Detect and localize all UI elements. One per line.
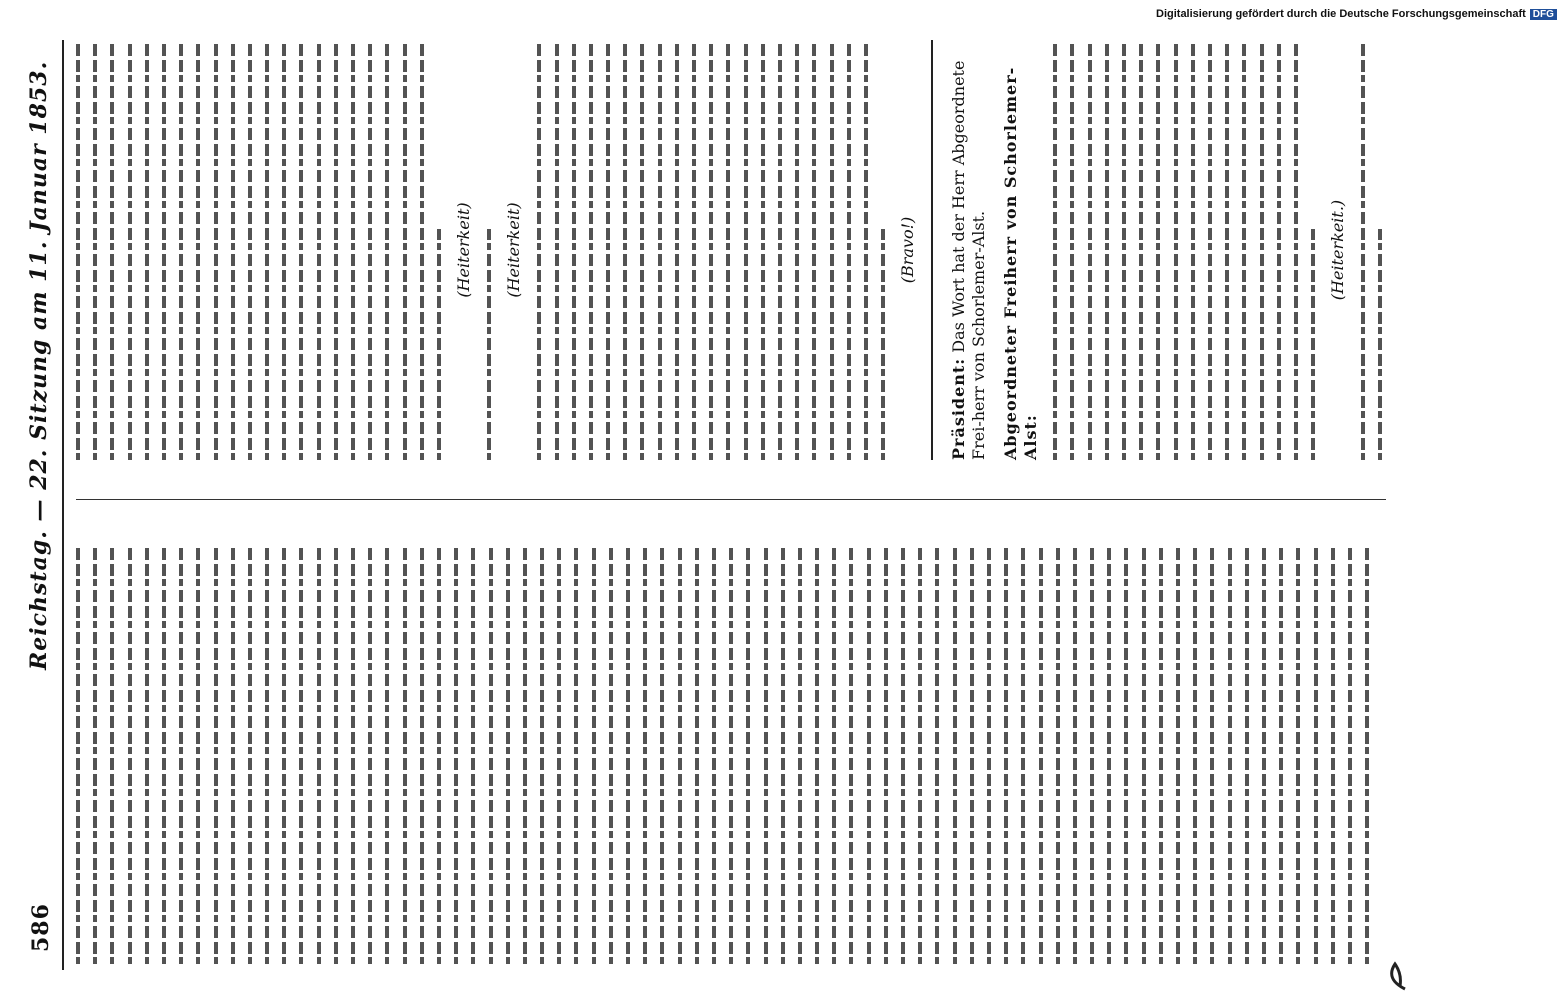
text-line <box>334 40 338 460</box>
text-line <box>812 40 816 460</box>
text-line <box>726 40 730 460</box>
page-header <box>0 40 68 970</box>
text-line <box>1122 40 1126 460</box>
text-line <box>540 544 544 964</box>
text-line <box>403 40 407 460</box>
text-line <box>162 544 166 964</box>
text-line <box>555 40 559 460</box>
text-line <box>385 544 389 964</box>
text-line <box>1039 544 1043 964</box>
text-line <box>145 40 149 460</box>
text-line <box>93 40 97 460</box>
text-line <box>299 40 303 460</box>
text-line <box>179 40 183 460</box>
text-line <box>572 40 576 460</box>
text-line <box>589 40 593 460</box>
text-line <box>1260 40 1264 460</box>
text-line <box>1365 544 1369 964</box>
text-line <box>1294 40 1298 460</box>
speaker-heading <box>1001 40 1041 460</box>
text-line <box>1279 544 1283 964</box>
text-line <box>729 544 733 964</box>
text-line <box>953 544 957 964</box>
header-rule <box>62 40 64 970</box>
text-line <box>437 544 441 964</box>
text-line <box>196 40 200 460</box>
text-line <box>1348 544 1352 964</box>
text-line <box>76 544 80 964</box>
text-line <box>523 544 527 964</box>
text-line <box>901 544 905 964</box>
text-line <box>128 544 132 964</box>
text-line <box>1242 40 1246 460</box>
text-line <box>1311 229 1315 460</box>
remark-laughter: (Heiterkeit) <box>504 202 524 298</box>
text-line <box>1277 40 1281 460</box>
text-line <box>368 544 372 964</box>
text-line <box>437 229 441 460</box>
remark-laughter: (Heiterkeit.) <box>1328 199 1348 301</box>
text-line <box>265 544 269 964</box>
text-line <box>506 544 510 964</box>
text-line <box>606 40 610 460</box>
text-line <box>299 544 303 964</box>
text-line <box>643 544 647 964</box>
text-line <box>640 40 644 460</box>
text-line <box>1314 544 1318 964</box>
text-line <box>1156 40 1160 460</box>
text-line <box>1004 544 1008 964</box>
text-line <box>970 544 974 964</box>
text-line <box>487 229 491 460</box>
text-line <box>110 40 114 460</box>
text-line <box>1245 544 1249 964</box>
text-line <box>454 544 458 964</box>
credit-line <box>1156 8 1554 20</box>
text-line <box>1210 544 1214 964</box>
text-line <box>1073 544 1077 964</box>
text-line <box>128 40 132 460</box>
text-line <box>282 544 286 964</box>
text-line <box>145 544 149 964</box>
text-line <box>1139 40 1143 460</box>
dfg-logo-icon: DFG <box>1530 9 1557 20</box>
text-line <box>678 544 682 964</box>
text-line <box>420 544 424 964</box>
text-line <box>660 544 664 964</box>
text-line <box>420 40 424 460</box>
text-line <box>1176 544 1180 964</box>
digitization-credit <box>1156 0 1554 28</box>
text-line <box>179 544 183 964</box>
text-line <box>658 40 662 460</box>
text-line <box>93 544 97 964</box>
text-line <box>1174 40 1178 460</box>
text-line <box>334 544 338 964</box>
text-column-left <box>76 544 1396 964</box>
text-line <box>764 544 768 964</box>
section-separator <box>931 40 933 460</box>
president-label: Präsident: <box>949 357 969 460</box>
text-line <box>1225 40 1229 460</box>
text-line <box>830 40 834 460</box>
remark-laughter: (Heiterkeit) <box>454 202 474 298</box>
text-line <box>1088 40 1092 460</box>
text-line <box>196 544 200 964</box>
text-line <box>1228 544 1232 964</box>
text-line <box>781 544 785 964</box>
text-line <box>881 229 885 460</box>
text-line <box>849 544 853 964</box>
text-line <box>709 40 713 460</box>
text-line <box>231 544 235 964</box>
text-line <box>1378 229 1382 460</box>
text-line <box>265 40 269 460</box>
text-line <box>778 40 782 460</box>
text-line <box>609 544 613 964</box>
text-line <box>1021 544 1025 964</box>
text-line <box>712 544 716 964</box>
text-line <box>537 40 541 460</box>
text-line <box>1124 544 1128 964</box>
text-line <box>368 40 372 460</box>
text-line <box>675 40 679 460</box>
text-line <box>489 544 493 964</box>
text-line <box>884 544 888 964</box>
text-line <box>231 40 235 460</box>
text-line <box>351 544 355 964</box>
text-line <box>1193 544 1197 964</box>
text-line <box>317 544 321 964</box>
text-line <box>626 544 630 964</box>
remark-bravo: (Bravo!) <box>898 216 918 284</box>
text-line <box>317 40 321 460</box>
credit-text: Digitalisierung gefördert durch die Deutsche Forschungsgemeinschaft <box>1156 8 1526 20</box>
text-line <box>695 544 699 964</box>
text-line <box>623 40 627 460</box>
text-line <box>847 40 851 460</box>
scan-edge-mark-icon <box>1380 954 1410 994</box>
text-line <box>1105 40 1109 460</box>
text-line <box>1159 544 1163 964</box>
text-line <box>1070 40 1074 460</box>
text-line <box>1296 544 1300 964</box>
running-head: Reichstag. — 22. Sitzung am 11. Januar 1853. <box>26 60 52 670</box>
text-line <box>248 40 252 460</box>
text-line <box>214 544 218 964</box>
text-line <box>162 40 166 460</box>
text-line <box>1191 40 1195 460</box>
page-number: 586 <box>28 903 54 952</box>
text-line <box>918 544 922 964</box>
text-line <box>214 40 218 460</box>
text-line <box>1262 544 1266 964</box>
text-line <box>1361 40 1365 460</box>
text-line <box>867 544 871 964</box>
text-line <box>1331 544 1335 964</box>
text-line <box>1208 40 1212 460</box>
text-line <box>987 544 991 964</box>
column-divider <box>76 499 1386 500</box>
text-line <box>798 544 802 964</box>
text-line <box>815 544 819 964</box>
text-line <box>248 544 252 964</box>
text-line <box>471 544 475 964</box>
speaker-label: Abgeordneter Freiherr von Schorlemer-Alst: <box>1001 66 1041 460</box>
president-text: Das Wort hat der Herr Abgeordnete Frei-herr von Schorlemer-Alst. <box>949 60 989 460</box>
text-line <box>110 544 114 964</box>
text-line <box>1056 544 1060 964</box>
text-line <box>1090 544 1094 964</box>
text-line <box>557 544 561 964</box>
text-line <box>744 40 748 460</box>
text-line <box>1142 544 1146 964</box>
text-line <box>592 544 596 964</box>
text-line <box>385 40 389 460</box>
text-line <box>692 40 696 460</box>
text-line <box>761 40 765 460</box>
text-line <box>864 40 868 460</box>
text-line <box>746 544 750 964</box>
text-line <box>76 40 80 460</box>
text-line <box>1053 40 1057 460</box>
president-statement <box>949 40 989 460</box>
text-line <box>1107 544 1111 964</box>
text-line <box>832 544 836 964</box>
text-line <box>935 544 939 964</box>
text-line <box>282 40 286 460</box>
text-line <box>403 544 407 964</box>
text-line <box>351 40 355 460</box>
text-column-right <box>76 40 1396 460</box>
text-line <box>795 40 799 460</box>
text-line <box>574 544 578 964</box>
